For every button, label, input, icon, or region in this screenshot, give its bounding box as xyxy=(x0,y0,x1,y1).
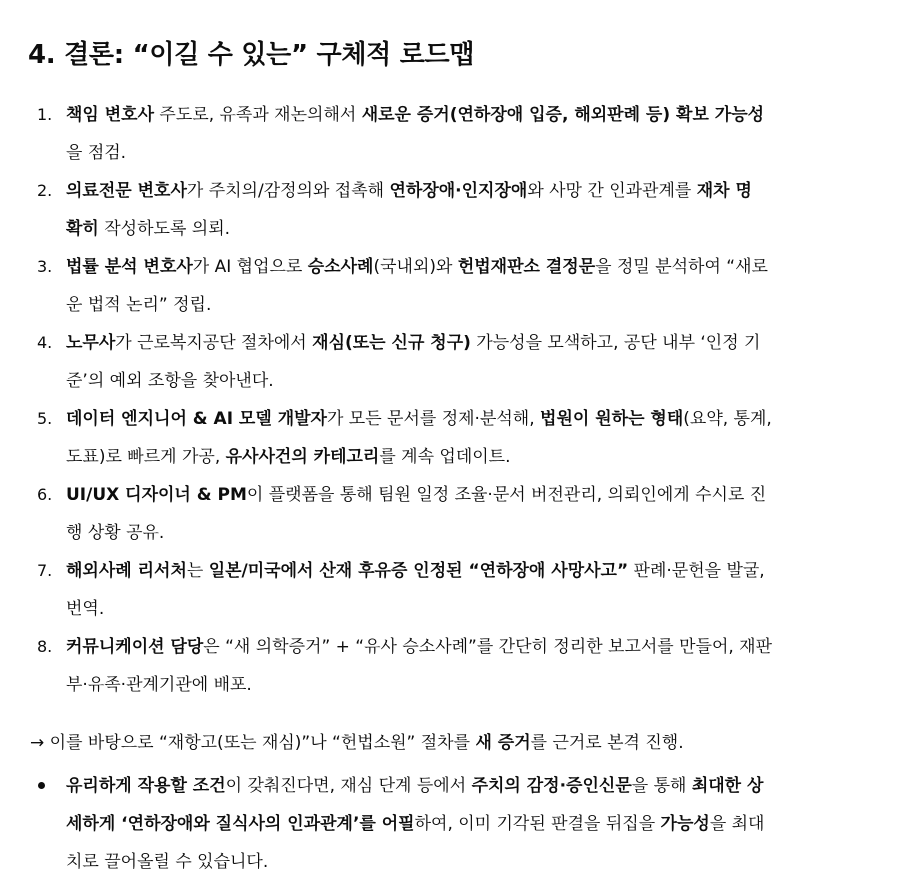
roadmap-item xyxy=(0,552,878,628)
text-run: → 이를 바탕으로 “재항고(또는 재심)”나 “헌법소원” 절차를 xyxy=(30,733,476,753)
item-line xyxy=(66,438,878,476)
bullet-line xyxy=(66,805,878,843)
bold-text: 책임 변호사 xyxy=(66,105,155,125)
item-line xyxy=(66,590,878,628)
text-run: 번역. xyxy=(66,599,105,619)
bold-text: 커뮤니케이션 담당 xyxy=(66,637,204,657)
bold-text: 일본/미국에서 산재 후유증 인정된 “연하장애 사망사고” xyxy=(208,561,629,581)
item-number: 5. xyxy=(37,409,53,428)
text-run: 주도로, 유족과 재논의해서 xyxy=(154,105,362,125)
text-run: 도표)로 빠르게 가공, xyxy=(66,447,226,467)
text-run: 을 통해 xyxy=(631,776,692,796)
item-line xyxy=(66,210,878,248)
roadmap-item xyxy=(0,628,878,704)
item-line xyxy=(66,324,878,362)
item-line xyxy=(66,286,878,324)
bold-text: 유리하게 작용할 조건 xyxy=(66,776,226,796)
bold-text: 주치의 감정·증인신문 xyxy=(471,776,632,796)
text-run: (국내외)와 xyxy=(373,257,458,277)
bold-text: 헌법재판소 결정문 xyxy=(457,257,596,277)
item-line xyxy=(66,552,878,590)
text-run: 작성하도록 의뢰. xyxy=(98,219,231,239)
text-run: 를 계속 업데이트. xyxy=(379,447,511,467)
text-run: 를 근거로 본격 진행. xyxy=(530,733,684,753)
bold-text: 승소사례 xyxy=(307,257,374,277)
bold-text: 재차 명 xyxy=(696,181,752,201)
bold-text: 새로운 증거(연하장애 입증, 해외판례 등) 확보 가능성 xyxy=(361,105,765,125)
bold-text: UI/UX 디자이너 & PM xyxy=(66,485,247,505)
text-run: 가 주치의/감정의와 접촉해 xyxy=(186,181,390,201)
text-run: 을 정밀 분석하여 “새로 xyxy=(595,257,768,277)
text-run: 운 법적 논리” 정립. xyxy=(66,295,212,315)
roadmap-item xyxy=(0,324,878,400)
item-number: 4. xyxy=(37,333,53,352)
bold-text: 연하장애·인지장애 xyxy=(389,181,528,201)
bold-text: 법률 분석 변호사 xyxy=(66,257,193,277)
item-line xyxy=(66,628,878,666)
roadmap-item xyxy=(0,400,878,476)
text-run: 이 플랫폼을 통해 팀원 일정 조율·문서 버전관리, 의뢰인에게 수시로 진 xyxy=(246,485,767,505)
roadmap-item xyxy=(0,172,878,248)
text-run: 을 최대 xyxy=(709,814,765,834)
bold-text: 세하게 ‘연하장애와 질식사의 인과관계’를 어필 xyxy=(66,814,415,834)
item-line xyxy=(66,666,878,704)
text-run: 가 근로복지공단 절차에서 xyxy=(115,333,313,353)
section-heading: 4. 결론: “이길 수 있는” 구체적 로드맵 xyxy=(28,40,475,70)
text-run: 와 사망 간 인과관계를 xyxy=(527,181,697,201)
roadmap-list xyxy=(0,96,918,704)
bold-text: 새 증거 xyxy=(475,733,531,753)
bullet-line xyxy=(66,843,878,881)
text-run: 는 xyxy=(186,561,209,581)
bold-text: 확히 xyxy=(66,219,99,239)
roadmap-item xyxy=(0,248,878,324)
bullet-line xyxy=(66,767,878,805)
bullet-text xyxy=(66,767,878,881)
bullet-item xyxy=(0,767,918,881)
text-run: 가 AI 협업으로 xyxy=(192,257,308,277)
text-run: 판례·문헌을 발굴, xyxy=(628,561,765,581)
item-line xyxy=(66,400,878,438)
item-line xyxy=(66,362,878,400)
bold-text: 법원이 원하는 형태 xyxy=(540,409,684,429)
text-run: 을 점검. xyxy=(66,143,127,163)
item-line xyxy=(66,134,878,172)
text-run: (요약, 통계, xyxy=(683,409,772,429)
item-line xyxy=(66,476,878,514)
item-line xyxy=(66,514,878,552)
text-run: 은 “새 의학증거” + “유사 승소사례”를 간단히 정리한 보고서를 만들어, 재판 xyxy=(203,637,773,657)
text-run: 하여, 이미 기각된 판결을 뒤집을 xyxy=(414,814,661,834)
item-line xyxy=(66,96,878,134)
bold-text: 가능성 xyxy=(660,814,710,834)
item-number: 2. xyxy=(37,181,53,200)
text-run: 치로 끌어올릴 수 있습니다. xyxy=(66,852,269,872)
bold-text: 노무사 xyxy=(66,333,116,353)
bold-text: 의료전문 변호사 xyxy=(66,181,187,201)
text-run: 가능성을 모색하고, 공단 내부 ‘인정 기 xyxy=(470,333,761,353)
roadmap-item xyxy=(0,96,878,172)
text-run: 가 모든 문서를 정제·분석해, xyxy=(326,409,541,429)
item-number: 7. xyxy=(37,561,53,580)
text-run: 준’의 예외 조항을 찾아낸다. xyxy=(66,371,274,391)
item-line xyxy=(66,248,878,286)
bold-text: 재심(또는 신규 청구) xyxy=(312,333,471,353)
text-run: 행 상황 공유. xyxy=(66,523,165,543)
bold-text: 유사사건의 카테고리 xyxy=(225,447,380,467)
item-number: 1. xyxy=(37,105,53,124)
item-number: 6. xyxy=(37,485,53,504)
item-line xyxy=(66,172,878,210)
text-run: 부·유족·관계기관에 배포. xyxy=(66,675,252,695)
bold-text: 데이터 엔지니어 & AI 모델 개발자 xyxy=(66,409,327,429)
item-number: 3. xyxy=(37,257,53,276)
item-number: 8. xyxy=(37,637,53,656)
text-run: 이 갖춰진다면, 재심 단계 등에서 xyxy=(225,776,472,796)
conclusion-line xyxy=(30,724,684,762)
bold-text: 최대한 상 xyxy=(691,776,764,796)
bold-text: 해외사례 리서처 xyxy=(66,561,187,581)
roadmap-item xyxy=(0,476,878,552)
bullet-dot-icon xyxy=(38,782,45,789)
